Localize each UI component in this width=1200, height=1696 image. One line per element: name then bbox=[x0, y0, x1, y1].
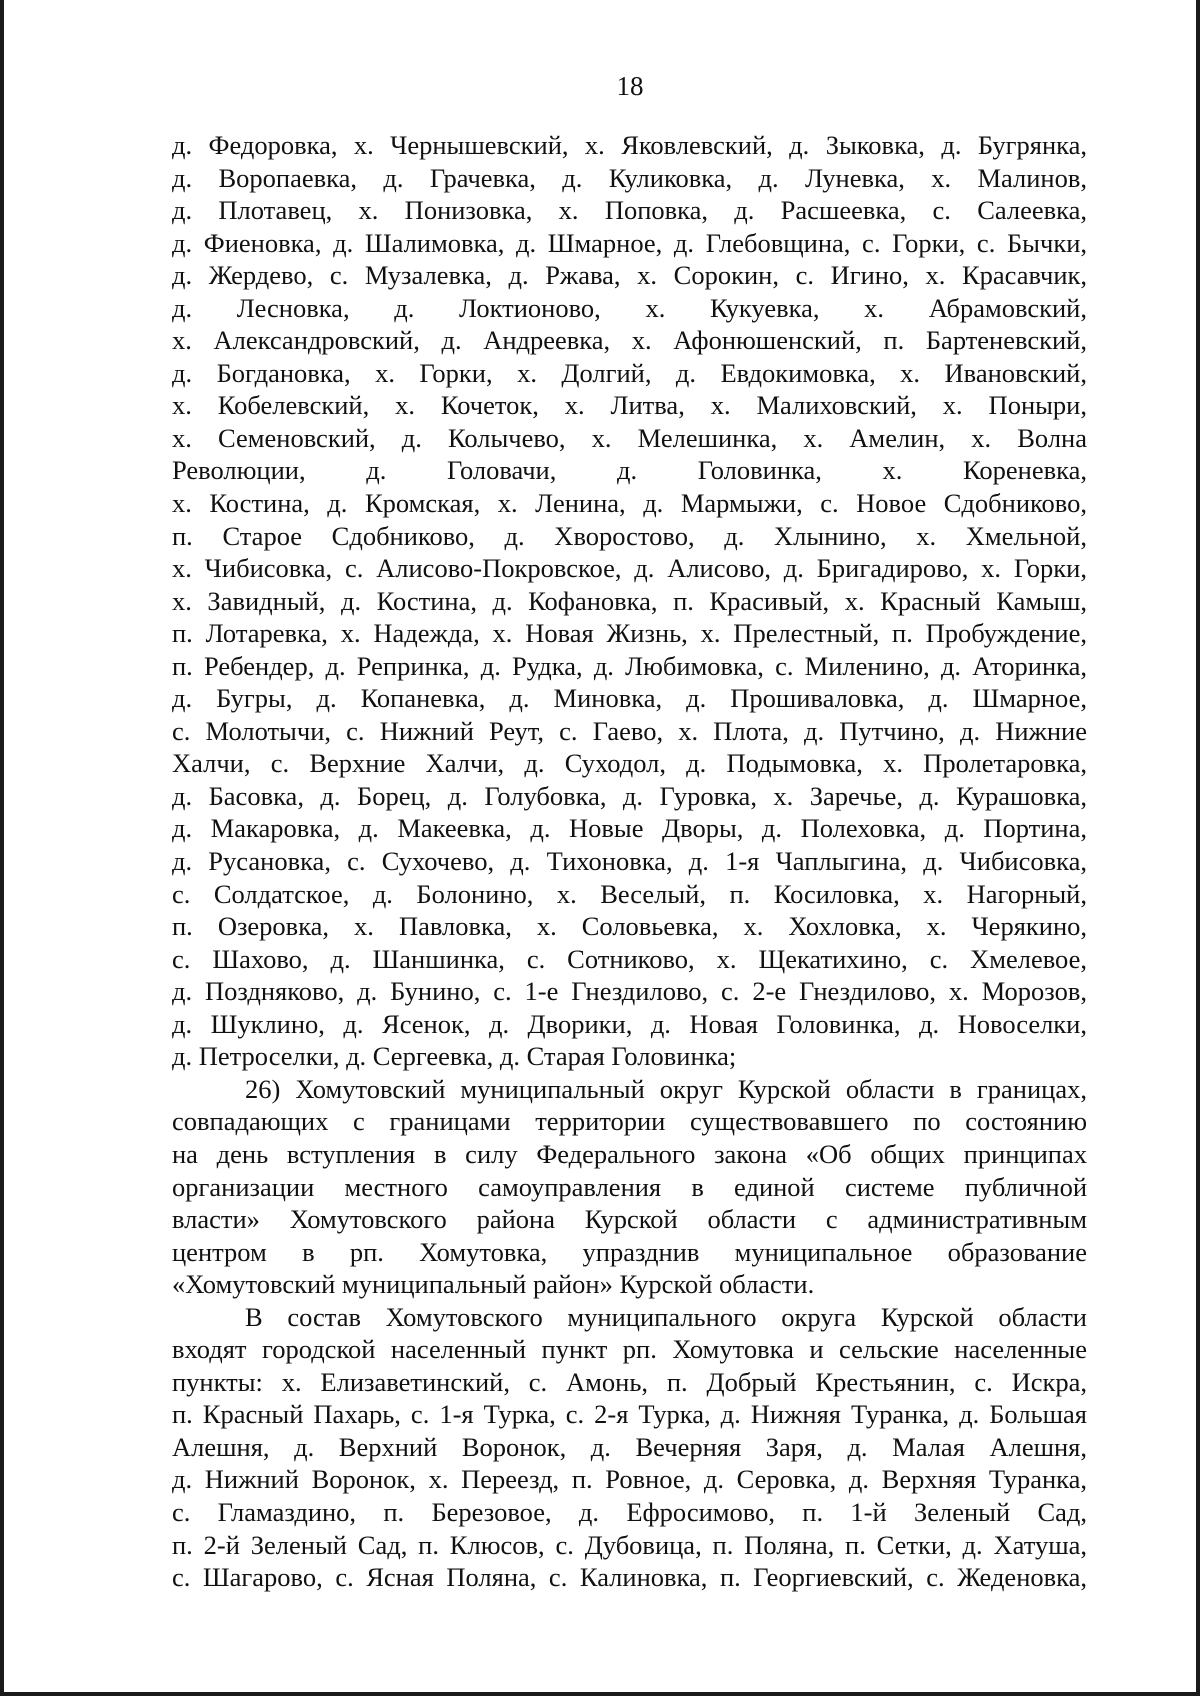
text-line: пункты: х. Елизаветинский, с. Амонь, п. Добрый Крестьянин, с. Искра, bbox=[172, 1366, 1087, 1397]
text-line: д. Воропаевка, д. Грачевка, д. Куликовка, д. Луневка, х. Малинов, bbox=[172, 162, 1087, 193]
text-line: д. Шуклино, д. Ясенок, д. Дворики, д. Новая Головинка, д. Новоселки, bbox=[172, 1008, 1087, 1039]
text-line: д. Богдановка, х. Горки, х. Долгий, д. Евдокимовка, х. Ивановский, bbox=[172, 357, 1087, 388]
text-line: д. Фиеновка, д. Шалимовка, д. Шмарное, д. Глебовщина, с. Горки, с. Бычки, bbox=[172, 227, 1087, 258]
text-line: п. Озеровка, х. Павловка, х. Соловьевка, х. Хохловка, х. Черякино, bbox=[172, 911, 1087, 942]
text-line: х. Завидный, д. Костина, д. Кофановка, п. Красивый, х. Красный Камыш, bbox=[172, 585, 1087, 616]
scan-edge-bottom bbox=[0, 1692, 1200, 1696]
text-line: организации местного самоуправления в единой системе публичной bbox=[172, 1171, 1087, 1202]
text-line: с. Гламаздино, п. Березовое, д. Ефросимово, п. 1-й Зеленый Сад, bbox=[172, 1496, 1087, 1527]
text-line: х. Кобелевский, х. Кочеток, х. Литва, х. Малиховский, х. Поныри, bbox=[172, 390, 1087, 421]
paragraph bbox=[172, 129, 1087, 1073]
text-line: Халчи, с. Верхние Халчи, д. Суходол, д. Подымовка, х. Пролетаровка, bbox=[172, 748, 1087, 779]
document-body bbox=[172, 129, 1087, 1594]
text-line: д. Лесновка, д. Локтионово, х. Кукуевка, х. Абрамовский, bbox=[172, 292, 1087, 323]
text-line: д. Русановка, с. Сухочево, д. Тихоновка, д. 1-я Чаплыгина, д. Чибисовка, bbox=[172, 846, 1087, 877]
paragraph bbox=[172, 1073, 1087, 1301]
text-line: д. Бугры, д. Копаневка, д. Миновка, д. Прошиваловка, д. Шмарное, bbox=[172, 683, 1087, 714]
text-line: д. Нижний Воронок, х. Переезд, п. Ровное, д. Серовка, д. Верхняя Туранка, bbox=[172, 1464, 1087, 1495]
page-number: 18 bbox=[616, 71, 644, 101]
text-line: «Хомутовский муниципальный район» Курской области. bbox=[172, 1269, 815, 1300]
text-line: п. Лотаревка, х. Надежда, х. Новая Жизнь, х. Прелестный, п. Пробуждение, bbox=[172, 618, 1087, 649]
text-line: п. Старое Сдобниково, д. Хворостово, д. Хлынино, х. Хмельной, bbox=[172, 520, 1087, 551]
text-line: х. Костина, д. Кромская, х. Ленина, д. Мармыжи, с. Новое Сдобниково, bbox=[172, 488, 1087, 519]
scan-edge-right bbox=[1196, 0, 1200, 1696]
text-line: с. Солдатское, д. Болонино, х. Веселый, п. Косиловка, х. Нагорный, bbox=[172, 878, 1087, 909]
text-line: входят городской населенный пункт рп. Хомутовка и сельские населенные bbox=[172, 1334, 1087, 1365]
text-line: х. Семеновский, д. Колычево, х. Мелешинка, х. Амелин, х. Волна bbox=[172, 422, 1087, 453]
text-line: центром в рп. Хомутовка, упразднив муниципальное образование bbox=[172, 1236, 1087, 1267]
text-line: д. Жердево, с. Музалевка, д. Ржава, х. Сорокин, с. Игино, х. Красавчик, bbox=[172, 260, 1087, 291]
text-line: п. Ребендер, д. Репринка, д. Рудка, д. Любимовка, с. Миленино, д. Аторинка, bbox=[172, 650, 1087, 681]
text-line: д. Федоровка, х. Чернышевский, х. Яковлевский, д. Зыковка, д. Бугрянка, bbox=[172, 130, 1087, 160]
text-line: с. Молотычи, с. Нижний Реут, с. Гаево, х. Плота, д. Путчино, д. Нижние bbox=[172, 715, 1087, 746]
text-line: на день вступления в силу Федерального закона «Об общих принципах bbox=[172, 1138, 1087, 1169]
text-line: д. Петроселки, д. Сергеевка, д. Старая Головинка; bbox=[172, 1041, 737, 1072]
text-line: п. Красный Пахарь, с. 1-я Турка, с. 2-я Турка, д. Нижняя Туранка, д. Большая bbox=[172, 1399, 1087, 1430]
scan-edge-left bbox=[0, 0, 4, 1696]
text-line: д. Поздняково, д. Бунино, с. 1-е Гнездилово, с. 2-е Гнездилово, х. Морозов, bbox=[172, 976, 1087, 1007]
text-line: с. Шахово, д. Шаншинка, с. Сотниково, х. Щекатихино, с. Хмелевое, bbox=[172, 943, 1087, 974]
text-line: 26) Хомутовский муниципальный округ Курской области в границах, bbox=[245, 1073, 1087, 1104]
text-line: Революции, д. Головачи, д. Головинка, х. Кореневка, bbox=[172, 455, 1087, 486]
text-line: совпадающих с границами территории существовавшего по состоянию bbox=[172, 1106, 1087, 1137]
text-line: с. Шагарово, с. Ясная Поляна, с. Калиновка, п. Георгиевский, с. Жеденовка, bbox=[172, 1562, 1087, 1593]
text-line: д. Макаровка, д. Макеевка, д. Новые Дворы, д. Полеховка, д. Портина, bbox=[172, 813, 1087, 844]
text-line: д. Басовка, д. Борец, д. Голубовка, д. Гуровка, х. Заречье, д. Курашовка, bbox=[172, 780, 1087, 811]
text-line: п. 2-й Зеленый Сад, п. Клюсов, с. Дубовица, п. Поляна, п. Сетки, д. Хатуша, bbox=[172, 1529, 1087, 1560]
text-line: власти» Хомутовского района Курской области с административным bbox=[172, 1204, 1087, 1235]
text-line: х. Александровский, д. Андреевка, х. Афонюшенский, п. Бартеневский, bbox=[172, 325, 1087, 356]
text-line: д. Плотавец, х. Понизовка, х. Поповка, д. Расшеевка, с. Салеевка, bbox=[172, 195, 1087, 226]
text-line: х. Чибисовка, с. Алисово-Покровское, д. Алисово, д. Бригадирово, х. Горки, bbox=[172, 553, 1087, 584]
text-line: В состав Хомутовского муниципального округа Курской области bbox=[245, 1301, 1087, 1332]
paragraph bbox=[172, 1301, 1087, 1594]
text-line: Алешня, д. Верхний Воронок, д. Вечерняя Заря, д. Малая Алешня, bbox=[172, 1431, 1087, 1462]
